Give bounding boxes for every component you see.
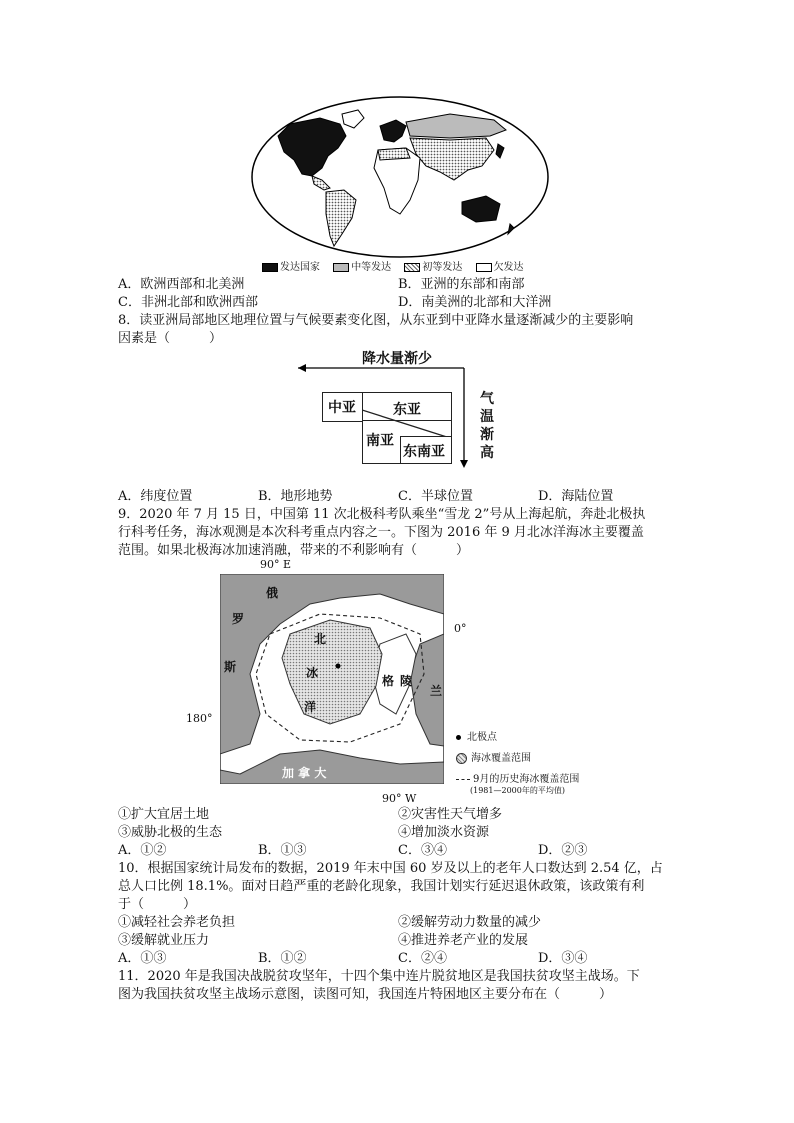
legend-developed xyxy=(262,262,320,273)
label-arctic-3: 洋 xyxy=(304,700,317,714)
region-label: 东亚 xyxy=(393,402,421,418)
temp-label xyxy=(480,390,496,462)
q10-option-a[interactable]: A．①③ xyxy=(118,951,167,966)
q10-item-2: ②缓解劳动力数量的减少 xyxy=(398,915,542,930)
q10-stem-line2: 总人口比例 18.1%。面对日趋严重的老龄化现象，我国计划实行延迟退休政策，该政策有利 xyxy=(118,879,645,894)
q9-option-c[interactable]: C．③④ xyxy=(398,843,447,858)
q10-option-c[interactable]: C．②④ xyxy=(398,951,447,966)
region-southeast-asia xyxy=(400,436,452,464)
q10-option-d[interactable]: D．③④ xyxy=(538,951,588,966)
world-map-legend xyxy=(262,258,534,273)
q9-option-a[interactable]: A．①② xyxy=(118,843,167,858)
region-label: 东南亚 xyxy=(403,444,445,460)
q9-option-b[interactable]: B．①③ xyxy=(258,843,307,858)
label-canada: 加 拿 大 xyxy=(282,766,327,780)
q10-item-3: ③缓解就业压力 xyxy=(118,933,210,948)
q10-item-4: ④推进养老产业的发展 xyxy=(398,933,529,948)
label-arctic-1: 北 xyxy=(314,632,327,646)
legend-pole xyxy=(456,728,579,743)
legend-note: (1981—2000年的平均值) xyxy=(470,786,565,795)
q7-option-b[interactable]: B．亚洲的东部和南部 xyxy=(398,277,525,292)
q10-stem-line3: 于（ ） xyxy=(118,897,197,912)
legend-label: 中等发达 xyxy=(351,262,392,273)
lon-90e: 90° E xyxy=(260,558,292,571)
legend-swatch-dark xyxy=(262,263,278,272)
q10-option-b[interactable]: B．①② xyxy=(258,951,307,966)
legend-underdeveloped xyxy=(476,262,524,273)
precip-label: 降水量渐少 xyxy=(362,351,432,367)
label-greenland-1: 格 xyxy=(382,674,395,688)
legend-swatch-mid xyxy=(333,263,349,272)
q10-item-1: ①减轻社会养老负担 xyxy=(118,915,236,930)
dashed-line-icon xyxy=(456,779,470,780)
legend-label: 初等发达 xyxy=(422,262,463,273)
world-map-graphic xyxy=(250,96,550,258)
legend-label: 海冰覆盖范围 xyxy=(471,753,531,764)
q9-item-2: ②灾害性天气增多 xyxy=(398,807,503,822)
label-greenland-2: 陵 xyxy=(400,674,413,688)
lon-0: 0° xyxy=(454,622,467,635)
region-label: 中亚 xyxy=(328,400,356,416)
region-central-asia xyxy=(322,392,364,422)
region-south-asia xyxy=(362,420,400,462)
q9-item-1: ①扩大宜居土地 xyxy=(118,807,210,822)
legend-mid xyxy=(333,262,391,273)
lon-90w: 90° W xyxy=(382,792,417,805)
legend-label: 欠发达 xyxy=(493,262,524,273)
q11-stem-line1: 11．2020 年是我国决战脱贫攻坚年，十四个集中连片脱贫地区是我国扶贫攻坚主战场。下 xyxy=(118,969,640,984)
temp-char: 高 xyxy=(480,445,494,461)
q7-option-a[interactable]: A．欧洲西部和北美洲 xyxy=(118,277,245,292)
q9-stem-line1: 9．2020 年 7 月 15 日，中国第 11 次北极科考队乘坐“雪龙 2”号从上海起航，奔赴北极执 xyxy=(118,507,646,522)
legend-initial xyxy=(404,262,462,273)
q9-item-4: ④增加淡水资源 xyxy=(398,825,490,840)
legend-label: 发达国家 xyxy=(280,262,320,273)
ice-swatch-icon xyxy=(456,753,467,764)
q9-stem-line3: 范围。如果北极海冰加速消融，带来的不利影响有（ ） xyxy=(118,543,470,558)
lon-180: 180° xyxy=(186,712,213,725)
pole-dot-icon xyxy=(456,735,461,740)
legend-swatch-blank xyxy=(476,263,492,272)
legend-history xyxy=(456,770,579,785)
q7-option-c[interactable]: C．非洲北部和欧洲西部 xyxy=(118,295,258,310)
arctic-legend xyxy=(456,728,579,796)
legend-swatch-dot xyxy=(404,263,420,272)
world-development-map xyxy=(250,96,550,258)
label-russia-1: 俄 xyxy=(266,586,279,600)
legend-ice xyxy=(456,749,579,764)
arctic-sea-ice-map xyxy=(186,558,626,806)
temp-char: 温 xyxy=(480,409,494,425)
legend-label: 北极点 xyxy=(467,732,497,743)
label-greenland-3: 兰 xyxy=(430,684,443,698)
q10-stem-line1: 10．根据国家统计局发布的数据，2019 年末中国 60 岁及以上的老年人口数达到 2.54 亿，占 xyxy=(118,861,663,876)
q8-option-a[interactable]: A．纬度位置 xyxy=(118,489,193,504)
q8-option-b[interactable]: B．地形地势 xyxy=(258,489,333,504)
region-label: 南亚 xyxy=(366,433,394,449)
label-russia-3: 斯 xyxy=(224,660,237,674)
q11-stem-line2: 图为我国扶贫攻坚主战场示意图，读图可知，我国连片特困地区主要分布在（ ） xyxy=(118,987,613,1002)
q8-stem-line2: 因素是（ ） xyxy=(118,331,223,346)
q7-option-d[interactable]: D．南美洲的北部和大洋洲 xyxy=(398,295,552,310)
asia-climate-diagram xyxy=(290,346,510,470)
legend-label: 9月的历史海冰覆盖范围 xyxy=(473,774,580,785)
q9-stem-line2: 行科考任务，海冰观测是本次科考重点内容之一。下图为 2016 年 9 月北冰洋海冰主要覆盖 xyxy=(118,525,644,540)
temp-char: 气 xyxy=(480,391,494,407)
q9-option-d[interactable]: D．②③ xyxy=(538,843,588,858)
q8-option-c[interactable]: C．半球位置 xyxy=(398,489,473,504)
q8-stem-line1: 8．读亚洲局部地区地理位置与气候要素变化图，从东亚到中亚降水量逐渐减少的主要影响 xyxy=(118,313,634,328)
q9-item-3: ③威胁北极的生态 xyxy=(118,825,223,840)
q8-option-d[interactable]: D．海陆位置 xyxy=(538,489,614,504)
temp-char: 渐 xyxy=(480,427,494,443)
label-arctic-2: 冰 xyxy=(306,666,319,680)
label-russia-2: 罗 xyxy=(232,612,245,626)
